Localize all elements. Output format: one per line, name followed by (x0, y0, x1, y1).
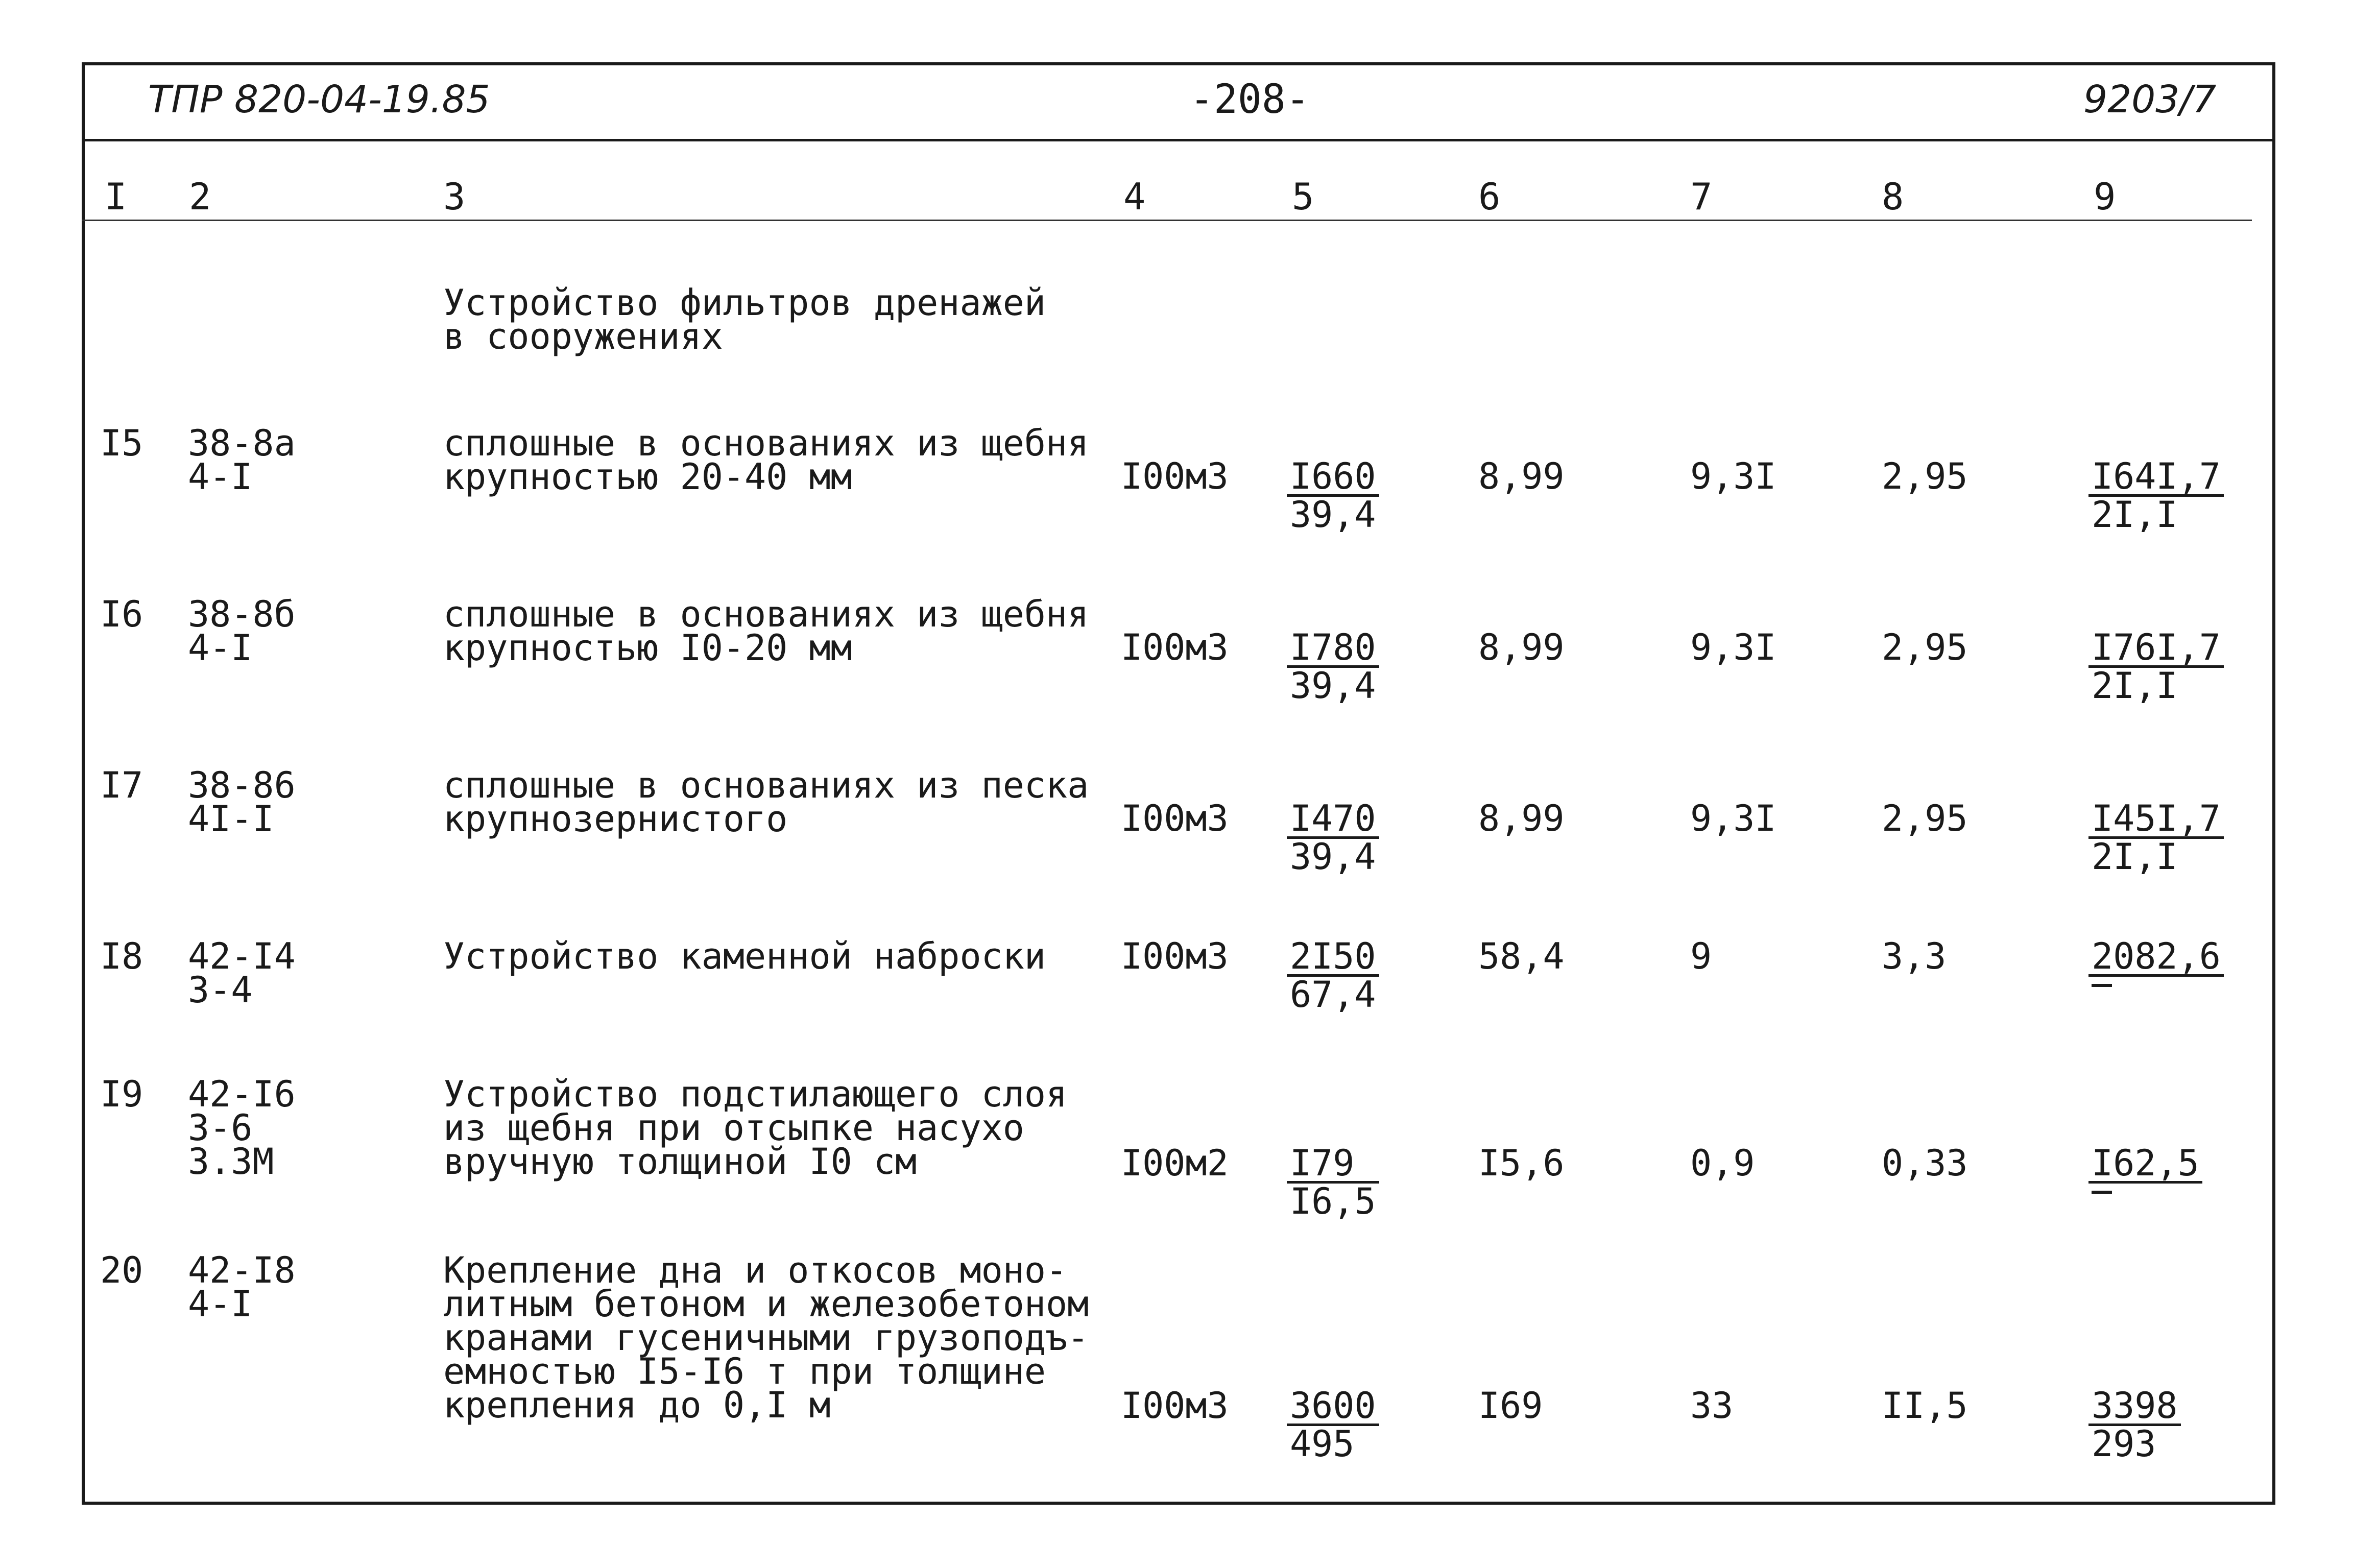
cost-total: 3600 (1287, 1389, 1379, 1426)
row-number: I7 (100, 764, 143, 806)
unit: I00м3 (1121, 1385, 1229, 1427)
norm-code: 42-I4 3-4 (188, 935, 296, 1011)
cost-total: I470 (1287, 802, 1379, 839)
cost-fraction (1287, 626, 1379, 707)
unit: I00м3 (1121, 455, 1229, 497)
norm-code: 38-8б 4-I (188, 593, 296, 669)
cost-wages: 495 (1290, 1423, 1355, 1465)
cost-total: 2I50 (1287, 939, 1379, 977)
header-divider (82, 139, 2275, 141)
section-title: Устройство фильтров дренажей в сооружениях (443, 282, 1046, 357)
norm-code: 38-86 4I-I (188, 764, 296, 840)
column-number-underline (82, 220, 2252, 221)
unit: I00м3 (1121, 935, 1229, 977)
column-6-value: I5,6 (1478, 1142, 1565, 1184)
result-wages: 293 (2092, 1423, 2156, 1465)
column-number-3: 3 (443, 175, 466, 218)
norm-code: 42-I8 4-I (188, 1249, 296, 1325)
norm-code: 42-I6 3-6 3.3М (188, 1073, 296, 1183)
result-fraction (2088, 455, 2224, 536)
cost-fraction (1287, 1142, 1379, 1222)
row-number: I8 (100, 935, 143, 977)
work-description: Устройство подстилающего слоя из щебня при отсыпке насухо вручную толщиной I0 см (443, 1073, 1068, 1183)
result-total: I76I,7 (2088, 631, 2224, 668)
column-7-value: 33 (1690, 1385, 1734, 1427)
cost-wages: I6,5 (1290, 1180, 1376, 1222)
column-number-4: 4 (1123, 175, 1146, 218)
cost-fraction (1287, 798, 1379, 878)
result-fraction (2088, 1385, 2181, 1465)
column-number-7: 7 (1690, 175, 1713, 218)
cost-fraction (1287, 1385, 1379, 1465)
row-number: 20 (100, 1249, 143, 1291)
work-description: Устройство каменной наброски (443, 935, 1046, 977)
column-number-9: 9 (2094, 175, 2116, 218)
document-frame (82, 62, 2275, 1505)
result-fraction (2088, 935, 2224, 987)
result-wages: 2I,I (2092, 836, 2178, 878)
column-6-value: I69 (1478, 1385, 1543, 1427)
result-total: I45I,7 (2088, 802, 2224, 839)
column-7-value: 9,3I (1690, 455, 1776, 497)
cost-wages: 39,4 (1290, 836, 1376, 878)
column-number-5: 5 (1292, 175, 1314, 218)
result-wages: 2I,I (2092, 665, 2178, 707)
column-number-6: 6 (1478, 175, 1501, 218)
result-fraction (2088, 798, 2224, 878)
column-6-value: 8,99 (1478, 798, 1565, 839)
cost-fraction (1287, 935, 1379, 1016)
cost-wages: 39,4 (1290, 494, 1376, 536)
column-6-value: 58,4 (1478, 935, 1565, 977)
column-7-value: 9,3I (1690, 798, 1776, 839)
column-number-8: 8 (1882, 175, 1904, 218)
column-8-value: 3,3 (1882, 935, 1947, 977)
empty-value-dash (2092, 1191, 2112, 1194)
column-number-2: 2 (189, 175, 211, 218)
column-8-value: 0,33 (1882, 1142, 1968, 1184)
work-description: сплошные в основаниях из песка крупнозернистого (443, 764, 1089, 840)
result-total: I64I,7 (2088, 460, 2224, 497)
column-8-value: 2,95 (1882, 626, 1968, 668)
result-wages: 2I,I (2092, 494, 2178, 536)
result-fraction (2088, 626, 2224, 707)
empty-value-dash (2092, 984, 2112, 987)
cost-total: I660 (1287, 460, 1379, 497)
column-number-1: I (105, 175, 127, 218)
document-code: ТПР 820-04-19.85 (148, 78, 490, 122)
sheet-number: 9203/7 (2083, 78, 2217, 122)
result-total: I62,5 (2088, 1146, 2202, 1184)
page-number: -208- (1190, 77, 1310, 123)
column-7-value: 0,9 (1690, 1142, 1755, 1184)
column-7-value: 9,3I (1690, 626, 1776, 668)
row-number: I5 (100, 422, 143, 464)
unit: I00м2 (1121, 1142, 1229, 1184)
result-total: 2082,6 (2088, 939, 2224, 977)
column-8-value: 2,95 (1882, 455, 1968, 497)
cost-wages: 39,4 (1290, 665, 1376, 707)
row-number: I6 (100, 593, 143, 635)
cost-fraction (1287, 455, 1379, 536)
result-fraction (2088, 1142, 2202, 1194)
work-description: сплошные в основаниях из щебня крупностью 20-40 мм (443, 422, 1089, 498)
norm-code: 38-8а 4-I (188, 422, 296, 498)
work-description: сплошные в основаниях из щебня крупностью I0-20 мм (443, 593, 1089, 669)
work-description: Крепление дна и откосов моно- литным бетоном и железобетоном кранами гусеничными грузоподъ- емностью I5-I6 т при толщине крепления до 0,I м (443, 1249, 1089, 1426)
column-6-value: 8,99 (1478, 626, 1565, 668)
result-total: 3398 (2088, 1389, 2181, 1426)
column-6-value: 8,99 (1478, 455, 1565, 497)
cost-wages: 67,4 (1290, 974, 1376, 1016)
column-8-value: 2,95 (1882, 798, 1968, 839)
column-8-value: II,5 (1882, 1385, 1968, 1427)
unit: I00м3 (1121, 626, 1229, 668)
column-7-value: 9 (1690, 935, 1712, 977)
row-number: I9 (100, 1073, 143, 1115)
cost-total: I780 (1287, 631, 1379, 668)
cost-total: I79 (1287, 1146, 1379, 1184)
unit: I00м3 (1121, 798, 1229, 839)
